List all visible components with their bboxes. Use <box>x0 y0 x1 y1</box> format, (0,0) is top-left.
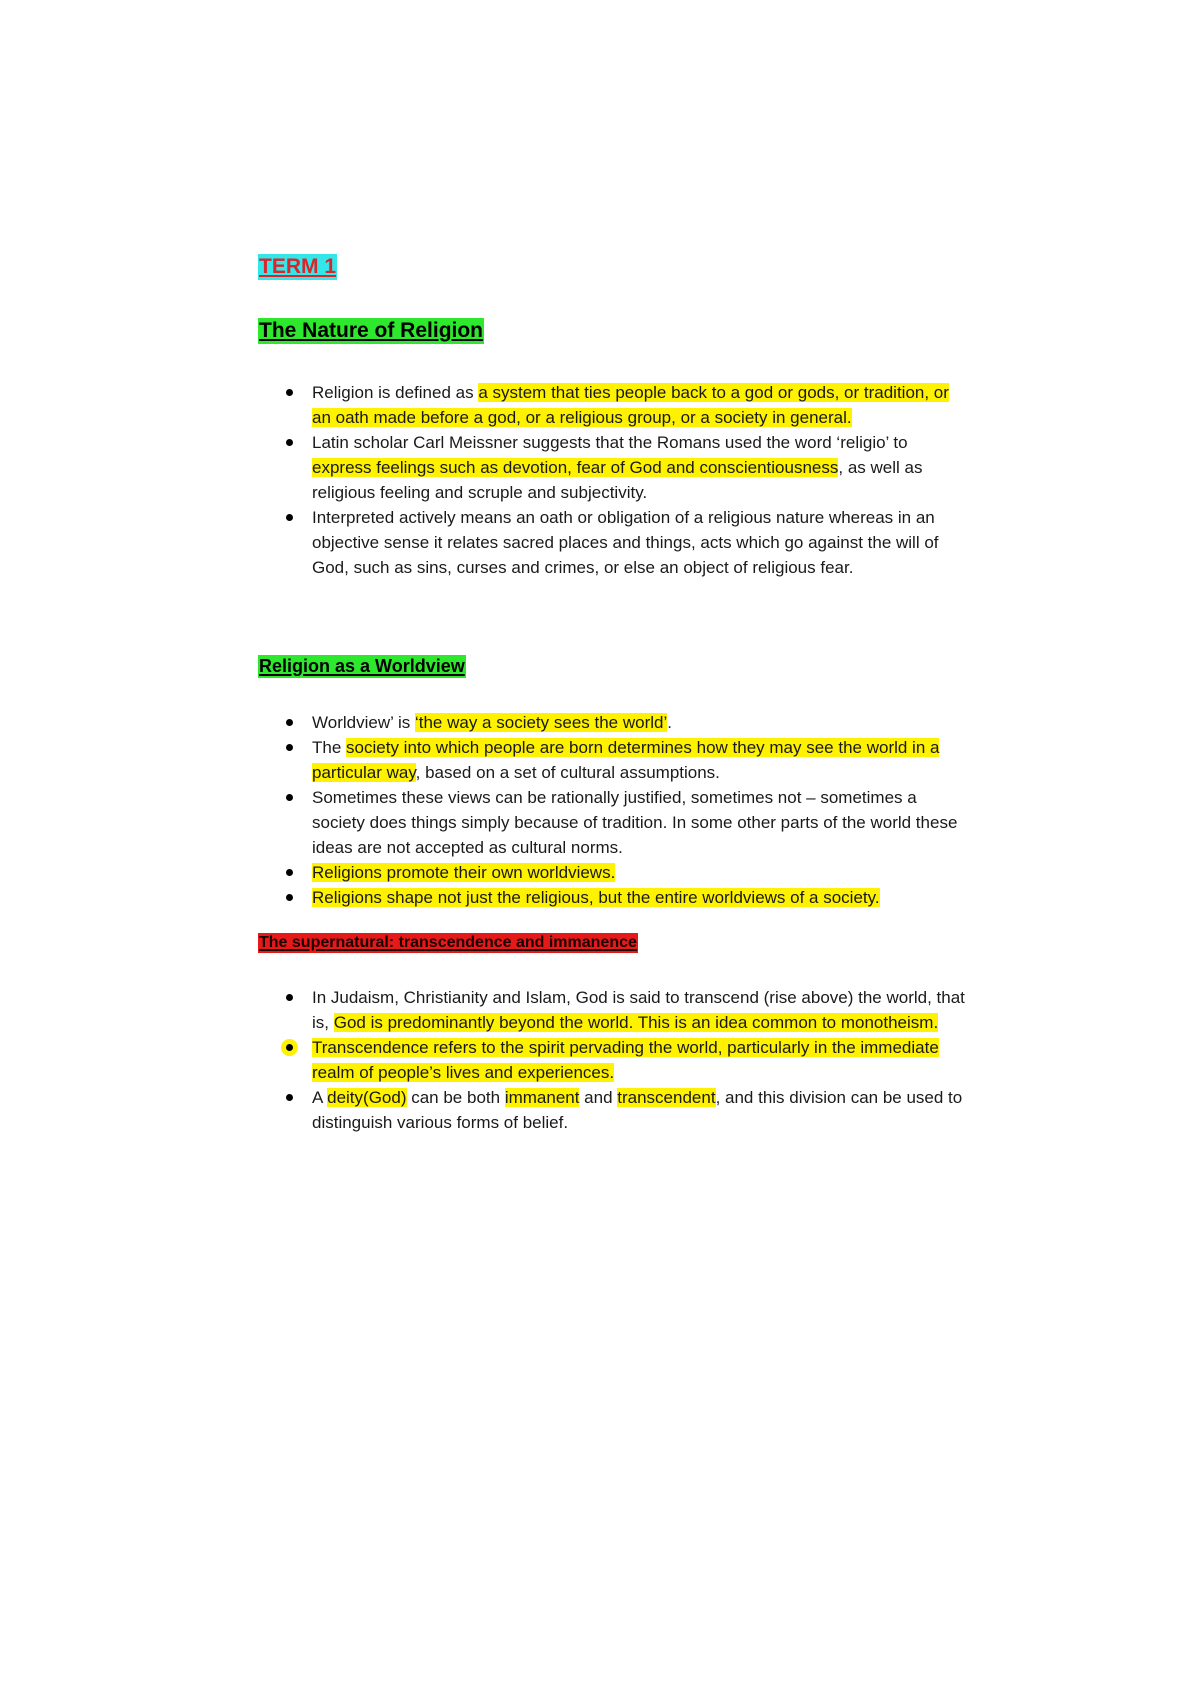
bullet-dot-icon <box>286 1044 293 1051</box>
highlighted-text: immanent <box>504 1088 580 1107</box>
bullet-list-religion-as-worldview <box>286 710 968 910</box>
highlighted-text: transcendent <box>617 1088 716 1107</box>
bullet-list-supernatural <box>286 985 968 1135</box>
bullet-list-nature-of-religion <box>286 380 968 580</box>
bullet-item <box>286 1085 968 1135</box>
bullet-text: , and this division can be used to distinguish various forms of belief. <box>312 1088 963 1132</box>
highlighted-text: Religions promote their own worldviews. <box>312 863 616 882</box>
bullet-text: In Judaism, Christianity and Islam, God is said to transcend (rise above) the world, that is, <box>312 988 965 1032</box>
bullet-item <box>286 735 968 785</box>
bullet-text: , as well as religious feeling and scruple and subjectivity. <box>312 458 923 502</box>
bullet-dot-icon <box>286 894 293 901</box>
bullet-text: The <box>312 738 347 757</box>
bullet-text: Worldview’ is <box>312 713 415 732</box>
bullet-item <box>286 885 968 910</box>
highlighted-text: express feelings such as devotion, fear of God and conscientiousness <box>312 458 839 477</box>
bullet-item <box>286 785 968 860</box>
bullet-dot-icon <box>286 744 293 751</box>
bullet-text: can be both <box>406 1088 505 1107</box>
bullet-dot-icon <box>286 994 293 1001</box>
bullet-item <box>286 380 968 430</box>
bullet-item <box>286 505 968 580</box>
bullet-text: Sometimes these views can be rationally justified, sometimes not – sometimes a society does things simply because of tradition. In some other parts of the world these ideas are not accepted as cultural norms. <box>312 788 958 857</box>
bullet-dot-icon <box>286 389 293 396</box>
bullet-dot-icon <box>286 719 293 726</box>
bullet-dot-icon <box>286 439 293 446</box>
bullet-text: Religion is defined as <box>312 383 479 402</box>
bullet-text: Latin scholar Carl Meissner suggests that the Romans used the word ‘religio’ to <box>312 433 908 452</box>
section-heading-nature-of-religion: The Nature of Religion <box>258 318 484 344</box>
bullet-dot-icon <box>286 514 293 521</box>
highlighted-text: society into which people are born determines how they may see the world in a particular way <box>312 738 940 782</box>
highlighted-text: a system that ties people back to a god or gods, or tradition, or an oath made before a god, or a religious group, or a society in general. <box>312 383 949 427</box>
term-heading: TERM 1 <box>258 254 337 280</box>
bullet-item <box>286 985 968 1035</box>
bullet-text: Interpreted actively means an oath or obligation of a religious nature whereas in an objective sense it relates sacred places and things, acts which go against the will of God, such as sins, curses and crimes, or else an object of religious fear. <box>312 508 939 577</box>
bullet-dot-icon <box>286 794 293 801</box>
bullet-dot-icon <box>286 869 293 876</box>
highlighted-text: Religions shape not just the religious, but the entire worldviews of a society. <box>312 888 880 907</box>
bullet-item <box>286 710 968 735</box>
bullet-text: , based on a set of cultural assumptions. <box>415 763 720 782</box>
highlighted-text: deity(God) <box>327 1088 407 1107</box>
bullet-item <box>286 860 968 885</box>
highlighted-text: God is predominantly beyond the world. This is an idea common to monotheism. <box>333 1013 939 1032</box>
highlighted-text: ‘the way a society sees the world’ <box>414 713 668 732</box>
section-heading-religion-as-worldview: Religion as a Worldview <box>259 656 465 676</box>
bullet-text: A <box>312 1088 328 1107</box>
bullet-dot-icon <box>286 1094 293 1101</box>
section-heading-supernatural: The supernatural: transcendence and immanence <box>258 933 638 953</box>
bullet-text: and <box>579 1088 618 1107</box>
bullet-item <box>286 1035 968 1085</box>
highlighted-text: Transcendence refers to the spirit pervading the world, particularly in the immediate realm of people’s lives and experiences. <box>312 1038 939 1082</box>
bullet-text: . <box>667 713 672 732</box>
bullet-item <box>286 430 968 505</box>
